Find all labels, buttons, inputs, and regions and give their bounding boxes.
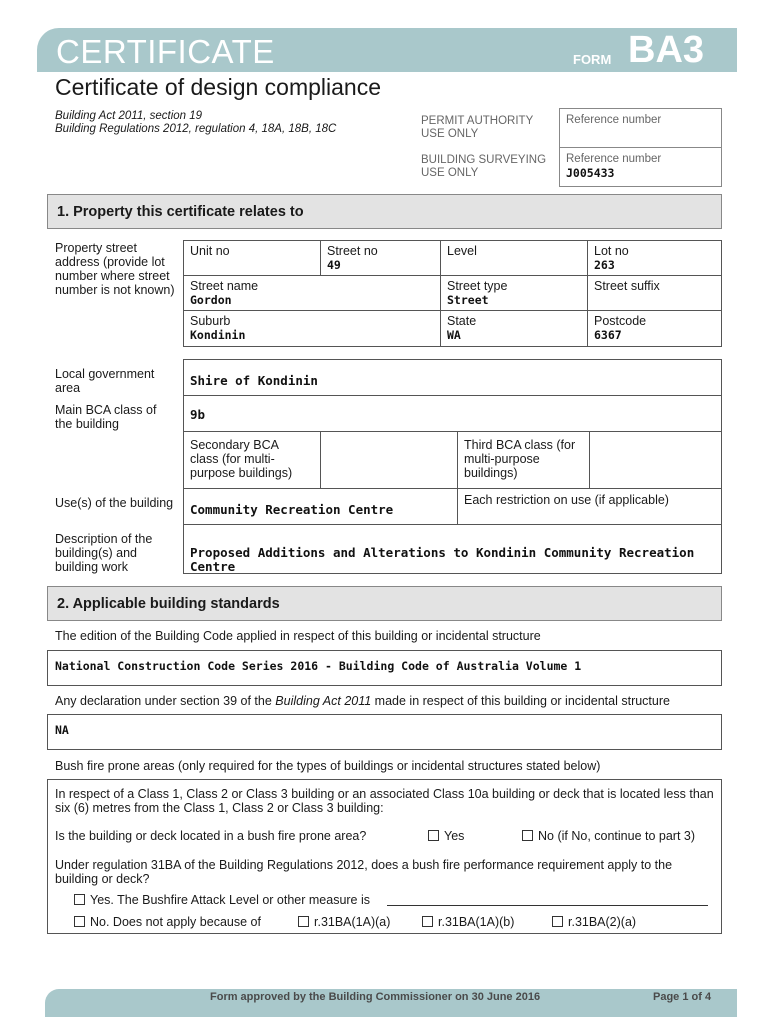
reference-divider: [559, 147, 722, 148]
not-apply-option[interactable]: No. Does not apply because of: [74, 915, 261, 929]
bushfire-question: Is the building or deck located in a bush fire prone area?: [55, 829, 367, 843]
unit-no-field[interactable]: Unit no: [190, 244, 230, 258]
suburb-field[interactable]: Suburb Kondinin: [190, 314, 246, 342]
declaration-label: Any declaration under section 39 of the Building Act 2011 made in respect of this building or incidental structure: [55, 694, 670, 708]
restriction-field[interactable]: Each restriction on use (if applicable): [464, 493, 669, 507]
bushfire-intro: In respect of a Class 1, Class 2 or Class 3 building or an associated Class 10a building or deck that is located less than six (6) metres from the Class 1, Class 2 or Class 3 building:: [55, 787, 714, 815]
declaration-field[interactable]: [47, 714, 722, 750]
bal-option[interactable]: Yes. The Bushfire Attack Level or other measure is: [74, 893, 370, 907]
building-surveying-label: BUILDING SURVEYING USE ONLY: [421, 154, 547, 179]
lga-label: Local government area: [55, 367, 155, 395]
section-1-heading: 1. Property this certificate relates to: [47, 194, 722, 229]
bushfire-no-option[interactable]: No (if No, continue to part 3): [522, 829, 695, 843]
description-value[interactable]: Proposed Additions and Alterations to Kondinin Community Recreation Centre: [190, 545, 695, 574]
street-suffix-field[interactable]: Street suffix: [594, 279, 660, 293]
bushfire-no-checkbox[interactable]: [522, 830, 533, 841]
r3-option[interactable]: r.31BA(2)(a): [552, 915, 636, 929]
regulation-question: Under regulation 31BA of the Building Regulations 2012, does a bush fire performance requirement apply to the building or deck?: [55, 858, 673, 886]
not-apply-checkbox[interactable]: [74, 916, 85, 927]
lga-value[interactable]: Shire of Kondinin: [190, 373, 318, 388]
uses-label: Use(s) of the building: [55, 496, 174, 510]
main-bca-label: Main BCA class of the building: [55, 403, 157, 431]
r2-checkbox[interactable]: [422, 916, 433, 927]
page-subtitle: Certificate of design compliance: [55, 74, 381, 100]
r1-option[interactable]: r.31BA(1A)(a): [298, 915, 390, 929]
permit-authority-label: PERMIT AUTHORITY USE ONLY: [421, 115, 534, 140]
bushfire-yes-option[interactable]: Yes: [428, 829, 464, 843]
act-line-1: Building Act 2011, section 19: [55, 110, 203, 122]
postcode-field[interactable]: Postcode 6367: [594, 314, 647, 342]
third-bca-value[interactable]: [589, 431, 722, 488]
bushfire-label: Bush fire prone areas (only required for the types of buildings or incidental structures stated below): [55, 759, 601, 773]
declaration-value: NA: [55, 723, 69, 737]
lot-no-field[interactable]: Lot no 263: [594, 244, 629, 272]
r3-checkbox[interactable]: [552, 916, 563, 927]
uses-value[interactable]: Community Recreation Centre: [190, 502, 394, 517]
secondary-bca-value[interactable]: [320, 431, 457, 488]
act-line-2: Building Regulations 2012, regulation 4, 18A, 18B, 18C: [55, 123, 337, 135]
permit-reference-field[interactable]: Reference number: [566, 114, 662, 126]
header-title: CERTIFICATE: [56, 33, 275, 70]
section-2-heading: 2. Applicable building standards: [47, 586, 722, 621]
edition-label: The edition of the Building Code applied in respect of this building or incidental structure: [55, 629, 541, 643]
form-label: FORM: [573, 52, 612, 67]
bushfire-yes-checkbox[interactable]: [428, 830, 439, 841]
edition-value: National Construction Code Series 2016 - Building Code of Australia Volume 1: [55, 659, 582, 673]
description-label: Description of the building(s) and building work: [55, 532, 153, 574]
bs-reference-field[interactable]: Reference number J005433: [566, 153, 662, 180]
level-field[interactable]: Level: [447, 244, 477, 258]
third-bca-label: Third BCA class (for multi-purpose buildings): [464, 438, 576, 480]
state-field[interactable]: State WA: [447, 314, 477, 342]
form-code: BA3: [628, 29, 705, 71]
street-type-field[interactable]: Street type Street: [447, 279, 508, 307]
r2-option[interactable]: r.31BA(1A)(b): [422, 915, 514, 929]
footer-approved: Form approved by the Building Commissioner on 30 June 2016: [210, 991, 541, 1003]
street-no-field[interactable]: Street no 49: [327, 244, 378, 272]
footer-page: Page 1 of 4: [653, 991, 712, 1003]
address-label: Property street address (provide lot number where street number is not known): [55, 241, 175, 297]
r1-checkbox[interactable]: [298, 916, 309, 927]
main-bca-value[interactable]: 9b: [190, 407, 206, 422]
secondary-bca-label: Secondary BCA class (for multi-purpose buildings): [190, 438, 293, 480]
bal-checkbox[interactable]: [74, 894, 85, 905]
street-name-field[interactable]: Street name Gordon: [190, 279, 259, 307]
bal-input-line[interactable]: [387, 905, 708, 906]
